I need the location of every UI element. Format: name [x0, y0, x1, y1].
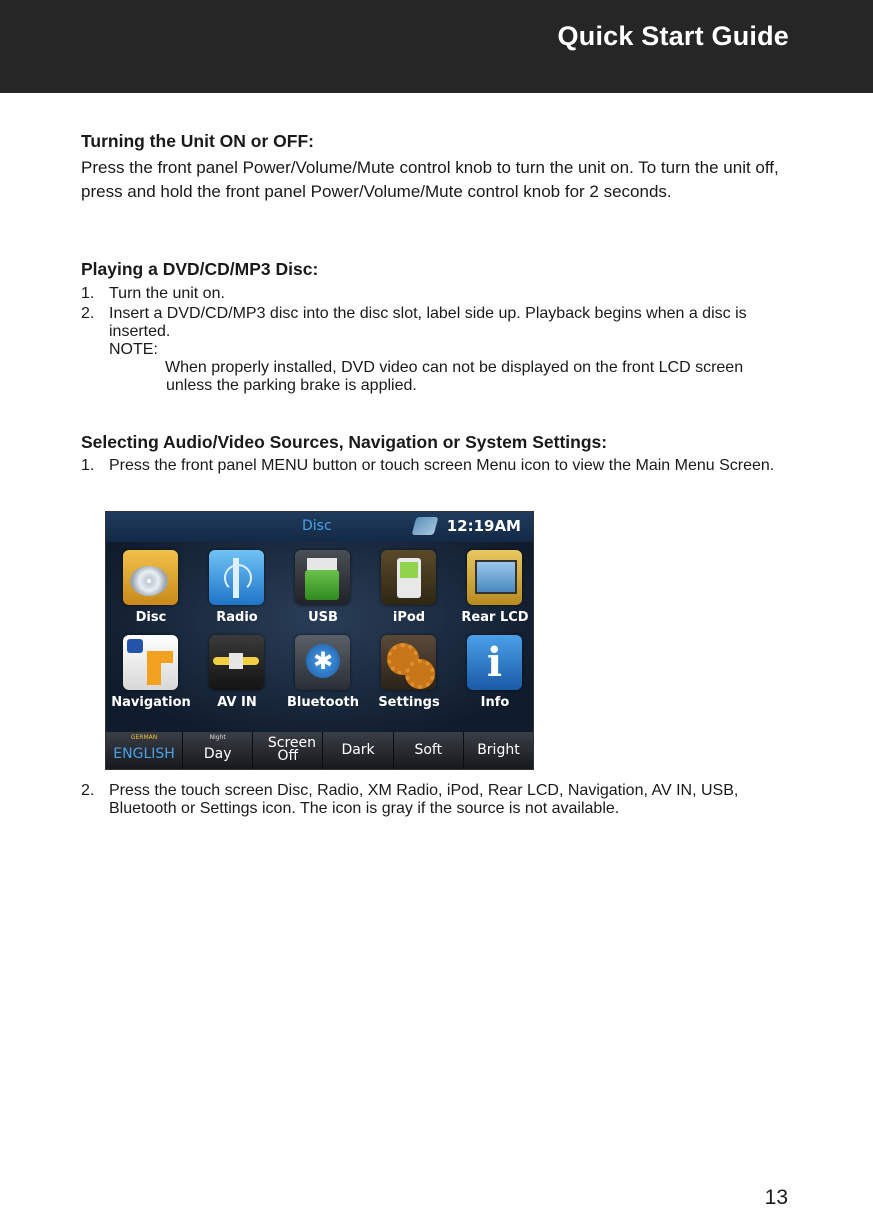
note-text-content: When properly installed, DVD video can not be displayed on the front LCD screen unless the parking brake is applied. [165, 359, 744, 394]
section-body: Press the front panel Power/Volume/Mute control knob to turn the unit on. To turn the unit off, press and hold the front panel Power/Volume/Mute control knob for 2 seconds. [81, 158, 779, 201]
note-label: NOTE: [109, 341, 158, 358]
header-title: Quick Start Guide [557, 21, 789, 51]
soft-button [394, 732, 464, 769]
bluetooth-icon: ✱ [295, 635, 350, 690]
bright-button [464, 732, 533, 769]
night-sub-label: Night [209, 734, 226, 741]
dark-button [323, 732, 393, 769]
section-selecting-sources-continued [81, 782, 801, 818]
av-cable-icon [209, 635, 264, 690]
navigation-icon [123, 635, 178, 690]
soft-label: Soft [414, 742, 443, 758]
tile-usb [280, 544, 366, 639]
satellite-icon [412, 517, 439, 535]
item-number: 2. [81, 782, 95, 799]
screen-icon-grid [106, 542, 533, 732]
note [109, 341, 801, 395]
disc-icon [123, 550, 178, 605]
tile-label: USB [308, 610, 338, 625]
list-item [81, 782, 801, 818]
section-heading: Playing a DVD/CD/MP3 Disc: [81, 259, 319, 279]
section-playing-disc [81, 257, 801, 395]
tile-rear-lcd [452, 544, 534, 639]
section-power [81, 129, 801, 203]
item-text: Press the touch screen Disc, Radio, XM Radio, iPod, Rear LCD, Navigation, AV IN, USB, Bluetooth or Settings icon. The icon is gray if the source is not available. [109, 782, 739, 817]
tile-label: Navigation [111, 695, 191, 710]
tile-label: Rear LCD [461, 610, 529, 625]
screen-source-label: Disc [302, 518, 332, 534]
screen-bottom-bar [106, 732, 533, 769]
language-button [106, 732, 183, 769]
item-number: 1. [81, 457, 95, 474]
bright-label: Bright [477, 742, 520, 758]
screen-off-button [253, 732, 323, 769]
day-label: Day [203, 746, 232, 762]
rear-lcd-icon [467, 550, 522, 605]
language-sub-label: GERMAN [130, 734, 158, 741]
note-text [109, 341, 771, 395]
info-icon: i [467, 635, 522, 690]
tile-label: Bluetooth [287, 695, 359, 710]
tile-label: Radio [216, 610, 258, 625]
tile-label: Disc [135, 610, 167, 625]
radio-tower-icon [209, 550, 264, 605]
language-label: ENGLISH [113, 746, 175, 762]
tile-settings [366, 629, 452, 724]
dark-label: Dark [341, 742, 375, 758]
item-number: 2. [81, 305, 95, 322]
section-heading: Turning the Unit ON or OFF: [81, 131, 314, 151]
screen-status-bar [106, 512, 533, 542]
main-menu-screenshot [105, 511, 534, 770]
tile-info [452, 629, 534, 724]
tile-disc [108, 544, 194, 639]
tile-ipod [366, 544, 452, 639]
section-heading: Selecting Audio/Video Sources, Navigation or System Settings: [81, 432, 608, 452]
tile-radio [194, 544, 280, 639]
settings-gears-icon [381, 635, 436, 690]
list-item [81, 457, 801, 475]
item-text: Insert a DVD/CD/MP3 disc into the disc slot, label side up. Playback begins when a disc is inserted. [109, 305, 747, 340]
item-text: Turn the unit on. [109, 285, 225, 302]
item-text: Press the front panel MENU button or touch screen Menu icon to view the Main Menu Screen. [109, 457, 775, 474]
page-number: 13 [764, 1186, 788, 1209]
screen-off-label: Screen Off [267, 735, 317, 764]
item-number: 1. [81, 285, 95, 302]
day-night-button [183, 732, 253, 769]
screen-clock: 12:19AM [446, 517, 521, 535]
tile-navigation [108, 629, 194, 724]
tile-label: Info [480, 695, 510, 710]
ipod-icon [381, 550, 436, 605]
tile-label: AV IN [217, 695, 257, 710]
tile-label: iPod [392, 610, 426, 625]
tile-av-in [194, 629, 280, 724]
list-item [81, 285, 801, 303]
tile-bluetooth [280, 629, 366, 724]
tile-label: Settings [378, 695, 440, 710]
page-header [0, 0, 873, 93]
list-item [81, 305, 801, 395]
usb-drive-icon [295, 550, 350, 605]
section-selecting-sources [81, 430, 801, 475]
